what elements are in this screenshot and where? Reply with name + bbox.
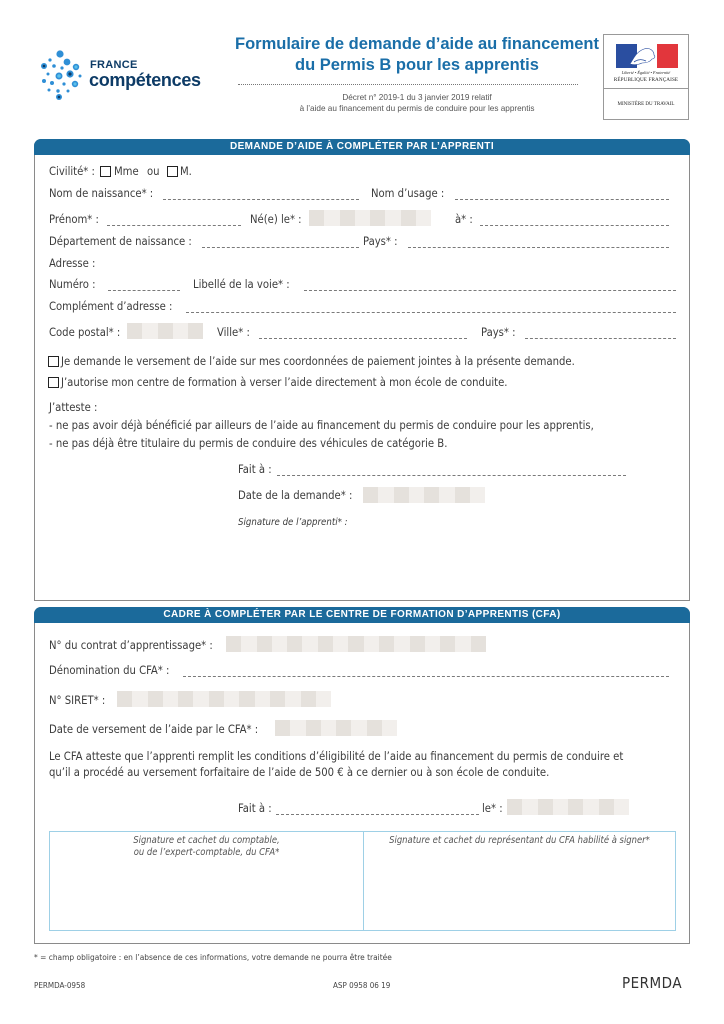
request-date-field[interactable] bbox=[363, 487, 485, 503]
character-box[interactable] bbox=[272, 636, 287, 652]
cfa-done-at-field[interactable] bbox=[276, 814, 479, 815]
attest-line-1: - ne pas avoir déjà bénéficié par ailleurs de l’aide au financement du permis de conduire pour les apprentis, bbox=[49, 419, 594, 432]
form-title: Formulaire de demande d’aide au financement du Permis B pour les apprentis bbox=[234, 35, 599, 74]
address-label: Adresse : bbox=[49, 257, 96, 270]
signature-boxes bbox=[49, 831, 676, 931]
character-box[interactable] bbox=[394, 636, 409, 652]
mandatory-field-note: * = champ obligatoire : en l’absence de ces informations, votre demande ne pourra être traitée bbox=[34, 952, 392, 962]
apprentice-signature-label: Signature de l’apprenti* : bbox=[238, 517, 348, 528]
civility-or-label: ou bbox=[147, 165, 160, 178]
character-box[interactable] bbox=[425, 636, 440, 652]
birth-department-field[interactable] bbox=[202, 247, 359, 248]
street-name-field[interactable] bbox=[304, 290, 676, 291]
country-label: Pays* : bbox=[481, 326, 516, 339]
payment-details-label: Je demande le versement de l’aide sur mes coordonnées de paiement jointes à la présente demande. bbox=[61, 355, 575, 368]
republic-motto: Liberté • Égalité • Fraternité bbox=[621, 70, 671, 75]
character-box[interactable] bbox=[538, 799, 553, 815]
character-box[interactable] bbox=[553, 799, 568, 815]
character-box[interactable] bbox=[290, 720, 305, 736]
character-box[interactable] bbox=[455, 487, 470, 503]
accountant-signature-label-2: ou de l’expert-comptable, du CFA* bbox=[133, 847, 280, 858]
character-box[interactable] bbox=[370, 210, 385, 226]
character-box[interactable] bbox=[599, 799, 614, 815]
character-box[interactable] bbox=[178, 691, 193, 707]
cfa-attestation-line-1: Le CFA atteste que l’apprenti remplit les conditions d’éligibilité de l’aide au financement du permis de conduire et bbox=[49, 750, 624, 763]
country-field[interactable] bbox=[525, 338, 676, 339]
civility-m-label: M. bbox=[180, 165, 192, 178]
ministry-name: MINISTÈRE DU TRAVAIL bbox=[617, 102, 675, 107]
character-box[interactable] bbox=[309, 210, 324, 226]
marianne-divider bbox=[604, 88, 688, 89]
character-box[interactable] bbox=[226, 636, 241, 652]
character-box[interactable] bbox=[224, 691, 239, 707]
character-box[interactable] bbox=[302, 636, 317, 652]
authorize-cfa-checkbox[interactable] bbox=[48, 377, 59, 388]
birth-place-field[interactable] bbox=[480, 225, 669, 226]
character-box[interactable] bbox=[163, 691, 178, 707]
character-box[interactable] bbox=[471, 636, 486, 652]
request-date-label: Date de la demande* : bbox=[238, 489, 353, 502]
character-box[interactable] bbox=[117, 691, 132, 707]
cfa-date-label: le* : bbox=[482, 802, 503, 815]
character-box[interactable] bbox=[158, 323, 173, 339]
form-code: PERMDA-0958 bbox=[34, 981, 86, 990]
contract-number-label: N° du contrat d’apprentissage* : bbox=[49, 639, 213, 652]
decree-line-2: à l’aide au financement du permis de conduire pour les apprentis bbox=[299, 104, 535, 113]
character-box[interactable] bbox=[127, 323, 142, 339]
character-box[interactable] bbox=[382, 720, 397, 736]
character-box[interactable] bbox=[239, 691, 254, 707]
character-box[interactable] bbox=[340, 210, 355, 226]
character-box[interactable] bbox=[410, 636, 425, 652]
cfa-done-at-label: Fait à : bbox=[238, 802, 272, 815]
city-label: Ville* : bbox=[217, 326, 250, 339]
character-box[interactable] bbox=[470, 487, 485, 503]
city-field[interactable] bbox=[259, 338, 467, 339]
postal-code-field[interactable] bbox=[127, 323, 203, 339]
character-box[interactable] bbox=[275, 720, 290, 736]
apprentice-section-heading: DEMANDE D’AIDE À COMPLÉTER PAR L’APPRENTI bbox=[34, 139, 690, 155]
character-box[interactable] bbox=[306, 720, 321, 736]
logo-text-competences: compétences bbox=[89, 70, 201, 90]
representative-signature-label: Signature et cachet du représentant du CFA habilité à signer* bbox=[389, 835, 650, 846]
siret-label: N° SIRET* : bbox=[49, 694, 106, 707]
character-box[interactable] bbox=[348, 636, 363, 652]
character-box[interactable] bbox=[455, 636, 470, 652]
character-box[interactable] bbox=[401, 210, 416, 226]
street-name-label: Libellé de la voie* : bbox=[193, 278, 290, 291]
title-divider bbox=[238, 84, 578, 85]
attest-title: J’atteste : bbox=[49, 401, 98, 414]
birth-date-field[interactable] bbox=[309, 210, 431, 226]
birth-name-field[interactable] bbox=[163, 199, 359, 200]
address-complement-field[interactable] bbox=[186, 312, 676, 313]
character-box[interactable] bbox=[507, 799, 522, 815]
character-box[interactable] bbox=[285, 691, 300, 707]
street-number-label: Numéro : bbox=[49, 278, 96, 291]
character-box[interactable] bbox=[209, 691, 224, 707]
republique-francaise-logo bbox=[603, 34, 689, 120]
character-box[interactable] bbox=[378, 487, 393, 503]
character-box[interactable] bbox=[321, 720, 336, 736]
character-box[interactable] bbox=[148, 691, 163, 707]
character-box[interactable] bbox=[409, 487, 424, 503]
representative-signature-area[interactable] bbox=[363, 835, 676, 847]
marianne-flag-icon bbox=[616, 44, 678, 68]
apprentice-signature-area[interactable] bbox=[238, 532, 668, 594]
character-box[interactable] bbox=[364, 636, 379, 652]
character-box[interactable] bbox=[318, 636, 333, 652]
character-box[interactable] bbox=[241, 636, 256, 652]
first-name-field[interactable] bbox=[107, 225, 241, 226]
birth-date-label: Né(e) le* : bbox=[250, 213, 302, 226]
character-box[interactable] bbox=[132, 691, 147, 707]
form-brand: PERMDA bbox=[622, 974, 683, 992]
first-name-label: Prénom* : bbox=[49, 213, 99, 226]
character-box[interactable] bbox=[522, 799, 537, 815]
character-box[interactable] bbox=[583, 799, 598, 815]
character-box[interactable] bbox=[301, 691, 316, 707]
character-box[interactable] bbox=[270, 691, 285, 707]
character-box[interactable] bbox=[336, 720, 351, 736]
character-box[interactable] bbox=[363, 487, 378, 503]
character-box[interactable] bbox=[439, 487, 454, 503]
decree-line-1: Décret n° 2019-1 du 3 janvier 2019 relatif bbox=[342, 93, 492, 102]
address-complement-label: Complément d’adresse : bbox=[49, 300, 173, 313]
birth-country-field[interactable] bbox=[408, 247, 669, 248]
civility-mme-checkbox[interactable] bbox=[100, 166, 111, 177]
republic-name: RÉPUBLIQUE FRANÇAISE bbox=[613, 77, 679, 83]
civility-label: Civilité* : bbox=[49, 165, 95, 178]
civility-m-checkbox[interactable] bbox=[167, 166, 178, 177]
birth-place-label: à* : bbox=[455, 213, 473, 226]
attest-line-2: - ne pas déjà être titulaire du permis de conduire des véhicules de catégorie B. bbox=[49, 437, 448, 450]
character-box[interactable] bbox=[333, 636, 348, 652]
accountant-signature-label-1: Signature et cachet du comptable, bbox=[133, 835, 280, 846]
usage-name-label: Nom d’usage : bbox=[371, 187, 445, 200]
usage-name-field[interactable] bbox=[455, 199, 669, 200]
character-box[interactable] bbox=[385, 210, 400, 226]
contract-number-field[interactable] bbox=[226, 636, 486, 652]
accountant-signature-area[interactable] bbox=[50, 835, 363, 859]
character-box[interactable] bbox=[351, 720, 366, 736]
birth-name-label: Nom de naissance* : bbox=[49, 187, 154, 200]
birth-department-label: Département de naissance : bbox=[49, 235, 192, 248]
cfa-name-field[interactable] bbox=[183, 676, 669, 677]
character-box[interactable] bbox=[355, 210, 370, 226]
character-box[interactable] bbox=[367, 720, 382, 736]
cfa-date-field[interactable] bbox=[507, 799, 629, 815]
payment-date-field[interactable] bbox=[275, 720, 397, 736]
character-box[interactable] bbox=[173, 323, 188, 339]
payment-date-label: Date de versement de l’aide par le CFA* : bbox=[49, 723, 259, 736]
birth-country-label: Pays* : bbox=[363, 235, 398, 248]
logo-dots-icon bbox=[40, 50, 84, 100]
apprentice-done-at-field[interactable] bbox=[277, 475, 626, 476]
payment-details-checkbox[interactable] bbox=[48, 356, 59, 367]
character-box[interactable] bbox=[316, 691, 331, 707]
decree-reference bbox=[232, 92, 602, 114]
character-box[interactable] bbox=[424, 487, 439, 503]
character-box[interactable] bbox=[287, 636, 302, 652]
character-box[interactable] bbox=[440, 636, 455, 652]
character-box[interactable] bbox=[255, 691, 270, 707]
authorize-cfa-label: J’autorise mon centre de formation à verser l’aide directement à mon école de conduite. bbox=[61, 376, 508, 389]
character-box[interactable] bbox=[568, 799, 583, 815]
character-box[interactable] bbox=[379, 636, 394, 652]
cfa-attestation-line-2: qu’il a procédé au versement forfaitaire de l’aide de 500 € à ce dernier ou à son école de conduite. bbox=[49, 766, 550, 779]
character-box[interactable] bbox=[193, 691, 208, 707]
character-box[interactable] bbox=[257, 636, 272, 652]
character-box[interactable] bbox=[614, 799, 629, 815]
street-number-field[interactable] bbox=[108, 290, 180, 291]
asp-code: ASP 0958 06 19 bbox=[333, 981, 391, 990]
apprentice-done-at-label: Fait à : bbox=[238, 463, 272, 476]
character-box[interactable] bbox=[394, 487, 409, 503]
civility-mme-label: Mme bbox=[114, 165, 139, 178]
character-box[interactable] bbox=[142, 323, 157, 339]
postal-code-label: Code postal* : bbox=[49, 326, 121, 339]
cfa-section-heading: CADRE À COMPLÉTER PAR LE CENTRE DE FORMATION D’APPRENTIS (CFA) bbox=[34, 607, 690, 623]
character-box[interactable] bbox=[324, 210, 339, 226]
siret-field[interactable] bbox=[117, 691, 331, 707]
france-competences-logo bbox=[40, 50, 220, 102]
character-box[interactable] bbox=[416, 210, 431, 226]
logo-text-france: FRANCE bbox=[90, 59, 138, 71]
cfa-name-label: Dénomination du CFA* : bbox=[49, 664, 170, 677]
character-box[interactable] bbox=[188, 323, 203, 339]
